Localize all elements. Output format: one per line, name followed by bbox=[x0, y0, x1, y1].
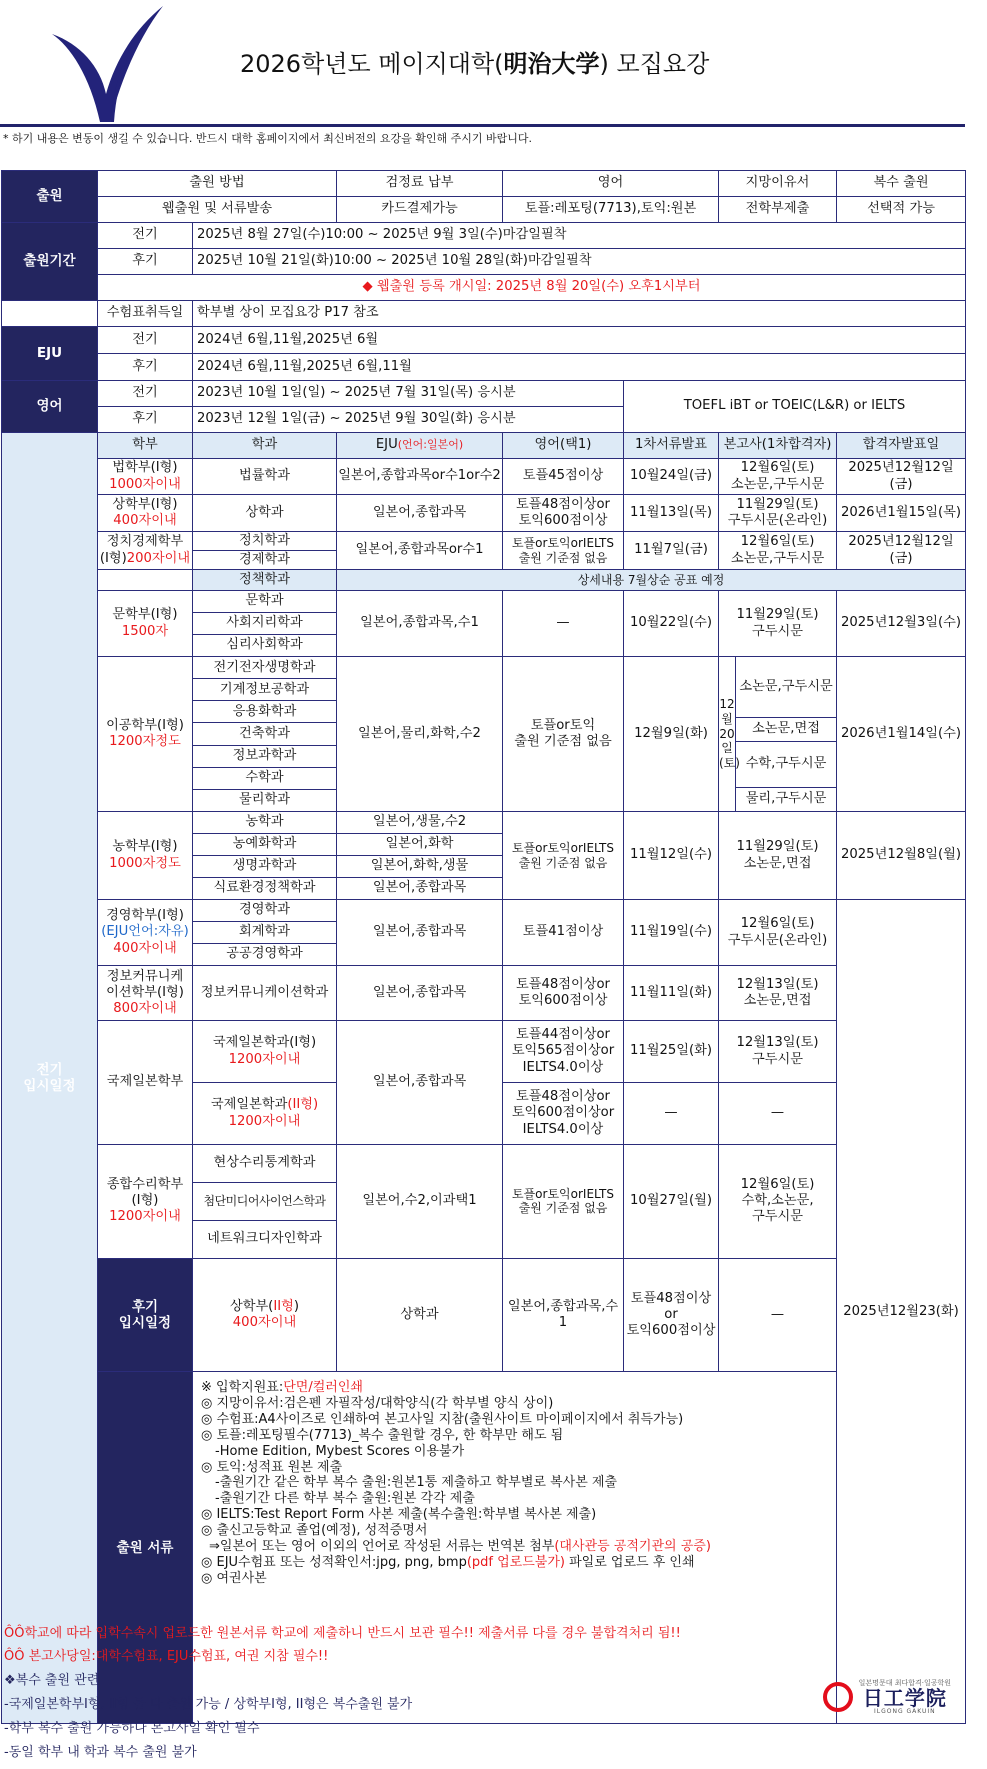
eju-late: 2024년 6월,11월,2025년 6월,11월 bbox=[193, 354, 966, 381]
pass-cell: 2025년12월23(화) bbox=[837, 900, 966, 1724]
apply-value: 웹출원 및 서류발송 bbox=[98, 197, 337, 223]
apply-value: 전학부제출 bbox=[719, 197, 837, 223]
eju-cell: 일본어,종합과목 bbox=[337, 900, 503, 966]
eju-cell: 일본어,화학,생물 bbox=[337, 856, 503, 878]
col-doc-result: 1차서류발표 bbox=[624, 433, 719, 459]
table-row bbox=[2, 532, 966, 551]
web-register-notice: ◆ 웹출원 등록 개시일: 2025년 8월 20일(수) 오후1시부터 bbox=[98, 275, 966, 301]
section-late-schedule: 후기 입시일정 bbox=[98, 1258, 193, 1372]
doc-cell: 10월22일(수) bbox=[624, 591, 719, 657]
table-row bbox=[2, 459, 966, 495]
apply-header: 출원 방법 bbox=[98, 171, 337, 197]
faculty-business: 경영학부(I형) (EJU언어:자유) 400자이내 bbox=[98, 900, 193, 966]
doc-line: -출원기간 같은 학부 복수 출원:원본1통 제출하고 학부별로 복사본 제출 bbox=[215, 1475, 618, 1491]
doc-line: ◎ EJU수험표 또는 성적확인서:jpg, png, bmp(pdf 업로드불가) 파일로 업로드 후 인쇄 bbox=[201, 1554, 695, 1570]
dept-cell: 네트워크디자인학과 bbox=[193, 1220, 337, 1258]
pass-cell: 2025년12월3일(수) bbox=[837, 591, 966, 657]
doc-line: ◎ 토익:성적표 원본 제출 bbox=[201, 1459, 343, 1475]
doc-cell: — bbox=[624, 1083, 719, 1145]
doc-line: ◎ IELTS:Test Report Form 사본 제출(복수출원:학부별 복사본 제출) bbox=[201, 1507, 597, 1523]
english-late-label: 후기 bbox=[98, 407, 193, 433]
dept-cell: 사회지리학과 bbox=[193, 613, 337, 635]
doc-cell: 11월11일(화) bbox=[624, 966, 719, 1021]
main-cell: 11월29일(토) 구두시문(온라인) bbox=[719, 495, 837, 532]
faculty-politics: 정치경제학부 (I형)200자이내 bbox=[98, 532, 193, 570]
page-title: 2026학년도 메이지대학(明治大学) 모집요강 bbox=[240, 50, 710, 78]
meiji-v-logo-icon bbox=[50, 6, 165, 124]
eju-cell: 일본어,종합과목or수1 bbox=[337, 532, 503, 570]
logo-circle-icon bbox=[823, 1682, 853, 1712]
main-cell bbox=[719, 657, 837, 812]
english-cell: 토플48점이상or 토익600점이상 bbox=[624, 1258, 719, 1372]
apply-value: 선택적 가능 bbox=[837, 197, 966, 223]
vertical-exam-date: 12월20일(토) bbox=[719, 657, 736, 811]
notice-text: * 하기 내용은 변동이 생길 수 있습니다. 반드시 대학 홈페이지에서 최신버전의 요강을 확인해 주시기 바랍니다. bbox=[3, 132, 532, 145]
main-cell: 11월29일(토) 구두시문 bbox=[719, 591, 837, 657]
english-late: 2023년 12월 1일(금) ~ 2025년 9월 30일(화) 응시분 bbox=[193, 407, 624, 433]
footer-note: ❖복수 출원 관련 bbox=[4, 1673, 100, 1688]
doc-cell: 11월19일(수) bbox=[624, 900, 719, 966]
english-cell: 토플or토익orIELTS 출원 기준점 없음 bbox=[503, 812, 624, 900]
section-early-schedule: 전기 입시일정 bbox=[2, 433, 98, 1724]
brand-tagline: 일본명문대 최다합격·일공학원 bbox=[858, 1679, 952, 1688]
dept-cell: 수학과 bbox=[193, 767, 337, 789]
main-method: 소논문,면접 bbox=[736, 717, 837, 741]
apply-header: 영어 bbox=[503, 171, 719, 197]
dept-cell: 농예화학과 bbox=[193, 834, 337, 856]
doc-cell: 11월12일(수) bbox=[624, 812, 719, 900]
english-cell: 토플45점이상 bbox=[503, 459, 624, 495]
doc-cell: 11월25일(화) bbox=[624, 1021, 719, 1083]
doc-line: ◎ 출신고등학교 졸업(예정), 성적증명서 bbox=[201, 1523, 428, 1539]
faculty-math-sciences: 종합수리학부 (I형) 1200자이내 bbox=[98, 1145, 193, 1259]
table-row bbox=[2, 1258, 966, 1372]
table-row bbox=[2, 966, 966, 1021]
dept-cell: 농학과 bbox=[193, 812, 337, 834]
ilgong-logo bbox=[823, 1679, 951, 1715]
main-cell: 12월6일(토) 소논문,구두시문 bbox=[719, 459, 837, 495]
table-row bbox=[2, 495, 966, 532]
admission-table bbox=[1, 170, 966, 1724]
doc-cell: 10월24일(금) bbox=[624, 459, 719, 495]
footer-note: ÔÔ 본고사당일:대학수험표, EJU수험표, 여권 지참 필수!! bbox=[4, 1649, 329, 1664]
eju-cell: 일본어,종합과목 bbox=[337, 1021, 503, 1145]
dept-cell: 국제일본학과(I형) 1200자이내 bbox=[193, 1021, 337, 1083]
main-cell: 12월6일(토) 구두시문(온라인) bbox=[719, 900, 837, 966]
apply-header: 검정료 납부 bbox=[337, 171, 503, 197]
english-cell: 토플44점이상or 토익565점이상or IELTS4.0이상 bbox=[503, 1021, 624, 1083]
dept-cell: 상학과 bbox=[337, 1258, 503, 1372]
section-eju: EJU bbox=[2, 327, 98, 381]
pass-cell: 2025년12월12일(금) bbox=[837, 459, 966, 495]
brand-english: ILGONG GAKUIN bbox=[873, 1708, 936, 1715]
english-cell: 토플or토익orIELTS 출원 기준점 없음 bbox=[503, 532, 624, 570]
eju-cell: 일본어,생물,수2 bbox=[337, 812, 503, 834]
main-cell: 12월6일(토) 수학,소논문, 구두시문 bbox=[719, 1145, 837, 1259]
col-faculty: 학부 bbox=[98, 433, 193, 459]
main-cell: — bbox=[719, 1083, 837, 1145]
faculty-global-japan: 국제일본학부 bbox=[98, 1021, 193, 1145]
doc-line: ◎ 토플:레포팅필수(7713)_복수 출원할 경우, 한 학부만 해도 됨 bbox=[201, 1427, 564, 1443]
eju-cell: 일본어,화학 bbox=[337, 834, 503, 856]
doc-line: ◎ 여권사본 bbox=[201, 1570, 267, 1586]
table-row bbox=[2, 591, 966, 613]
footer-note: -국제일본학부I형, II형 둘 다 출원 가능 / 상학부I형, II형은 복수출원 불가 bbox=[4, 1697, 413, 1712]
eju-cell: 일본어,종합과목,수1 bbox=[337, 591, 503, 657]
dept-cell: 법률학과 bbox=[193, 459, 337, 495]
dept-cell: 식료환경정책학과 bbox=[193, 878, 337, 900]
table-row bbox=[2, 1021, 966, 1083]
doc-line: ⇒일본어 또는 영어 이외의 언어로 작성된 서류는 번역본 첨부(대사관등 공적기관의 공증) bbox=[209, 1538, 711, 1554]
main-method: 수학,구두시문 bbox=[736, 741, 837, 787]
main-method: 소논문,구두시문 bbox=[736, 657, 837, 717]
doc-cell: 11월13일(목) bbox=[624, 495, 719, 532]
footer-note: -동일 학부 내 학과 복수 출원 불가 bbox=[4, 1745, 197, 1760]
faculty-science: 이공학부(I형) 1200자정도 bbox=[98, 657, 193, 812]
exam-ticket-value: 학부별 상이 모집요강 P17 참조 bbox=[193, 301, 966, 327]
dept-cell: 회계학과 bbox=[193, 922, 337, 944]
english-cell: — bbox=[503, 591, 624, 657]
doc-cell: 10월27일(월) bbox=[624, 1145, 719, 1259]
dept-cell: 문학과 bbox=[193, 591, 337, 613]
section-english: 영어 bbox=[2, 381, 98, 433]
table-row bbox=[2, 570, 966, 591]
table-row bbox=[2, 900, 966, 922]
dept-cell: 정치학과 bbox=[193, 532, 337, 551]
main-cell: 12월6일(토) 소논문,구두시문 bbox=[719, 532, 837, 570]
apply-header: 복수 출원 bbox=[837, 171, 966, 197]
period-late-label: 후기 bbox=[98, 249, 193, 275]
english-cell: 토플48점이상or 토익600점이상 bbox=[503, 495, 624, 532]
doc-cell: 12월9일(화) bbox=[624, 657, 719, 812]
doc-line: -Home Edition, Mybest Scores 이용불가 bbox=[215, 1443, 465, 1459]
policy-notice: 상세내용 7월상순 공표 예정 bbox=[337, 570, 966, 591]
dept-cell: 전기전자생명학과 bbox=[193, 657, 337, 679]
period-early: 2025년 8월 27일(수)10:00 ~ 2025년 9월 3일(수)마감일필착 bbox=[193, 223, 966, 249]
dept-cell: 기계정보공학과 bbox=[193, 679, 337, 701]
col-main-exam: 본고사(1차합격자) bbox=[719, 433, 837, 459]
dept-cell: 생명과학과 bbox=[193, 856, 337, 878]
faculty-commerce-late: 상학부(II형) 400자이내 bbox=[193, 1258, 337, 1372]
doc-line: ※ 입학지원표:단면/컬러인쇄 bbox=[201, 1380, 363, 1396]
section-documents: 출원 서류 bbox=[98, 1372, 193, 1724]
doc-line: ◎ 지망이유서:검은펜 자필작성/대학양식(각 학부별 양식 상이) bbox=[201, 1396, 554, 1412]
documents-list bbox=[193, 1372, 966, 1724]
pass-cell: 2025년12월8일(월) bbox=[837, 812, 966, 900]
dept-cell: 응용화학과 bbox=[193, 701, 337, 723]
period-late: 2025년 10월 21일(화)10:00 ~ 2025년 10월 28일(화)마감일필착 bbox=[193, 249, 966, 275]
dept-cell: 경영학과 bbox=[193, 900, 337, 922]
footer-note: ÔÔ학교에 따라 입학수속시 업로드한 원본서류 학교에 제출하니 반드시 보관 필수!! 제출서류 다를 경우 불합격처리 됨!! bbox=[4, 1626, 681, 1641]
col-pass-date: 합격자발표일 bbox=[837, 433, 966, 459]
faculty-letters: 문학부(I형) 1500자 bbox=[98, 591, 193, 657]
dept-cell: 건축학과 bbox=[193, 723, 337, 745]
english-cell: 토플48점이상or 토익600점이상 bbox=[503, 966, 624, 1021]
eju-early-label: 전기 bbox=[98, 327, 193, 354]
table-row bbox=[2, 657, 966, 679]
exam-ticket-label: 수험표취득일 bbox=[98, 301, 193, 327]
dept-cell: 심리사회학과 bbox=[193, 635, 337, 657]
table-row bbox=[2, 812, 966, 834]
faculty-agriculture: 농학부(I형) 1000자정도 bbox=[98, 812, 193, 900]
eju-cell: 일본어,종합과목 bbox=[337, 966, 503, 1021]
doc-line: ◎ 수험표:A4사이즈로 인쇄하여 본고사일 지참(출원사이트 마이페이지에서 취득가능) bbox=[201, 1412, 684, 1428]
dept-cell: 정책학과 bbox=[193, 570, 337, 591]
english-cell: 토플or토익 출원 기준점 없음 bbox=[503, 657, 624, 812]
main-method: 물리,구두시문 bbox=[745, 791, 827, 807]
english-tests: TOEFL iBT or TOEIC(L&R) or IELTS bbox=[624, 381, 966, 433]
dept-cell: 국제일본학과(II형) 1200자이내 bbox=[193, 1083, 337, 1145]
dept-cell: 경제학과 bbox=[193, 551, 337, 570]
section-period: 출원기간 bbox=[2, 223, 98, 301]
english-early-label: 전기 bbox=[98, 381, 193, 407]
apply-header: 지망이유서 bbox=[719, 171, 837, 197]
apply-value: 카드결제가능 bbox=[337, 197, 503, 223]
doc-cell: — bbox=[719, 1258, 837, 1372]
dept-cell: 정보과학과 bbox=[193, 745, 337, 767]
pass-cell: 2025년12월12일(금) bbox=[837, 532, 966, 570]
eju-cell: 일본어,종합과목,수1 bbox=[503, 1258, 624, 1372]
dept-cell: 정보커뮤니케이션학과 bbox=[193, 966, 337, 1021]
dept-cell: 상학과 bbox=[193, 495, 337, 532]
doc-line: -출원기간 다른 학부 복수 출원:원본 각각 제출 bbox=[215, 1491, 475, 1507]
eju-cell: 일본어,종합과목or수1or수2 bbox=[337, 459, 503, 495]
section-apply: 출원 bbox=[2, 171, 98, 223]
faculty-commerce: 상학부(I형) 400자이내 bbox=[98, 495, 193, 532]
title-divider bbox=[0, 124, 965, 127]
period-early-label: 전기 bbox=[98, 223, 193, 249]
apply-value: 토플:레포팅(7713),토익:원본 bbox=[503, 197, 719, 223]
doc-cell: 11월7일(금) bbox=[624, 532, 719, 570]
english-early: 2023년 10월 1일(일) ~ 2025년 7월 31일(목) 응시분 bbox=[193, 381, 624, 407]
col-eju: EJU(언어:일본어) bbox=[337, 433, 503, 459]
main-cell: 12월13일(토) 소논문,면접 bbox=[719, 966, 837, 1021]
eju-early: 2024년 6월,11월,2025년 6월 bbox=[193, 327, 966, 354]
dept-cell: 물리학과 bbox=[193, 789, 337, 811]
english-cell: 토플41점이상 bbox=[503, 900, 624, 966]
pass-cell: 2026년1월14일(수) bbox=[837, 657, 966, 812]
footer-note: -학부 복수 출원 가능하나 본고사일 확인 필수 bbox=[4, 1721, 260, 1736]
faculty-law: 법학부(I형) 1000자이내 bbox=[98, 459, 193, 495]
col-dept: 학과 bbox=[193, 433, 337, 459]
pass-cell: 2026년1월15일(목) bbox=[837, 495, 966, 532]
dept-cell: 첨단미디어사이언스학과 bbox=[193, 1182, 337, 1220]
main-cell: 12월13일(토) 구두시문 bbox=[719, 1021, 837, 1083]
eju-cell: 일본어,종합과목 bbox=[337, 495, 503, 532]
col-english: 영어(택1) bbox=[503, 433, 624, 459]
main-cell: 11월29일(토) 소논문,면접 bbox=[719, 812, 837, 900]
table-row bbox=[2, 1145, 966, 1183]
english-cell: 토플or토익orIELTS 출원 기준점 없음 bbox=[503, 1145, 624, 1259]
faculty-info-comm: 정보커뮤니케 이션학부(I형) 800자이내 bbox=[98, 966, 193, 1021]
eju-cell: 일본어,종합과목 bbox=[337, 878, 503, 900]
brand-name: 日工学院 bbox=[862, 1686, 947, 1710]
dept-cell: 공공경영학과 bbox=[193, 944, 337, 966]
english-cell: 토플48점이상or 토익600점이상or IELTS4.0이상 bbox=[503, 1083, 624, 1145]
eju-late-label: 후기 bbox=[98, 354, 193, 381]
eju-cell: 일본어,수2,이과택1 bbox=[337, 1145, 503, 1259]
dept-cell: 현상수리통계학과 bbox=[193, 1145, 337, 1183]
eju-cell: 일본어,물리,화학,수2 bbox=[337, 657, 503, 812]
